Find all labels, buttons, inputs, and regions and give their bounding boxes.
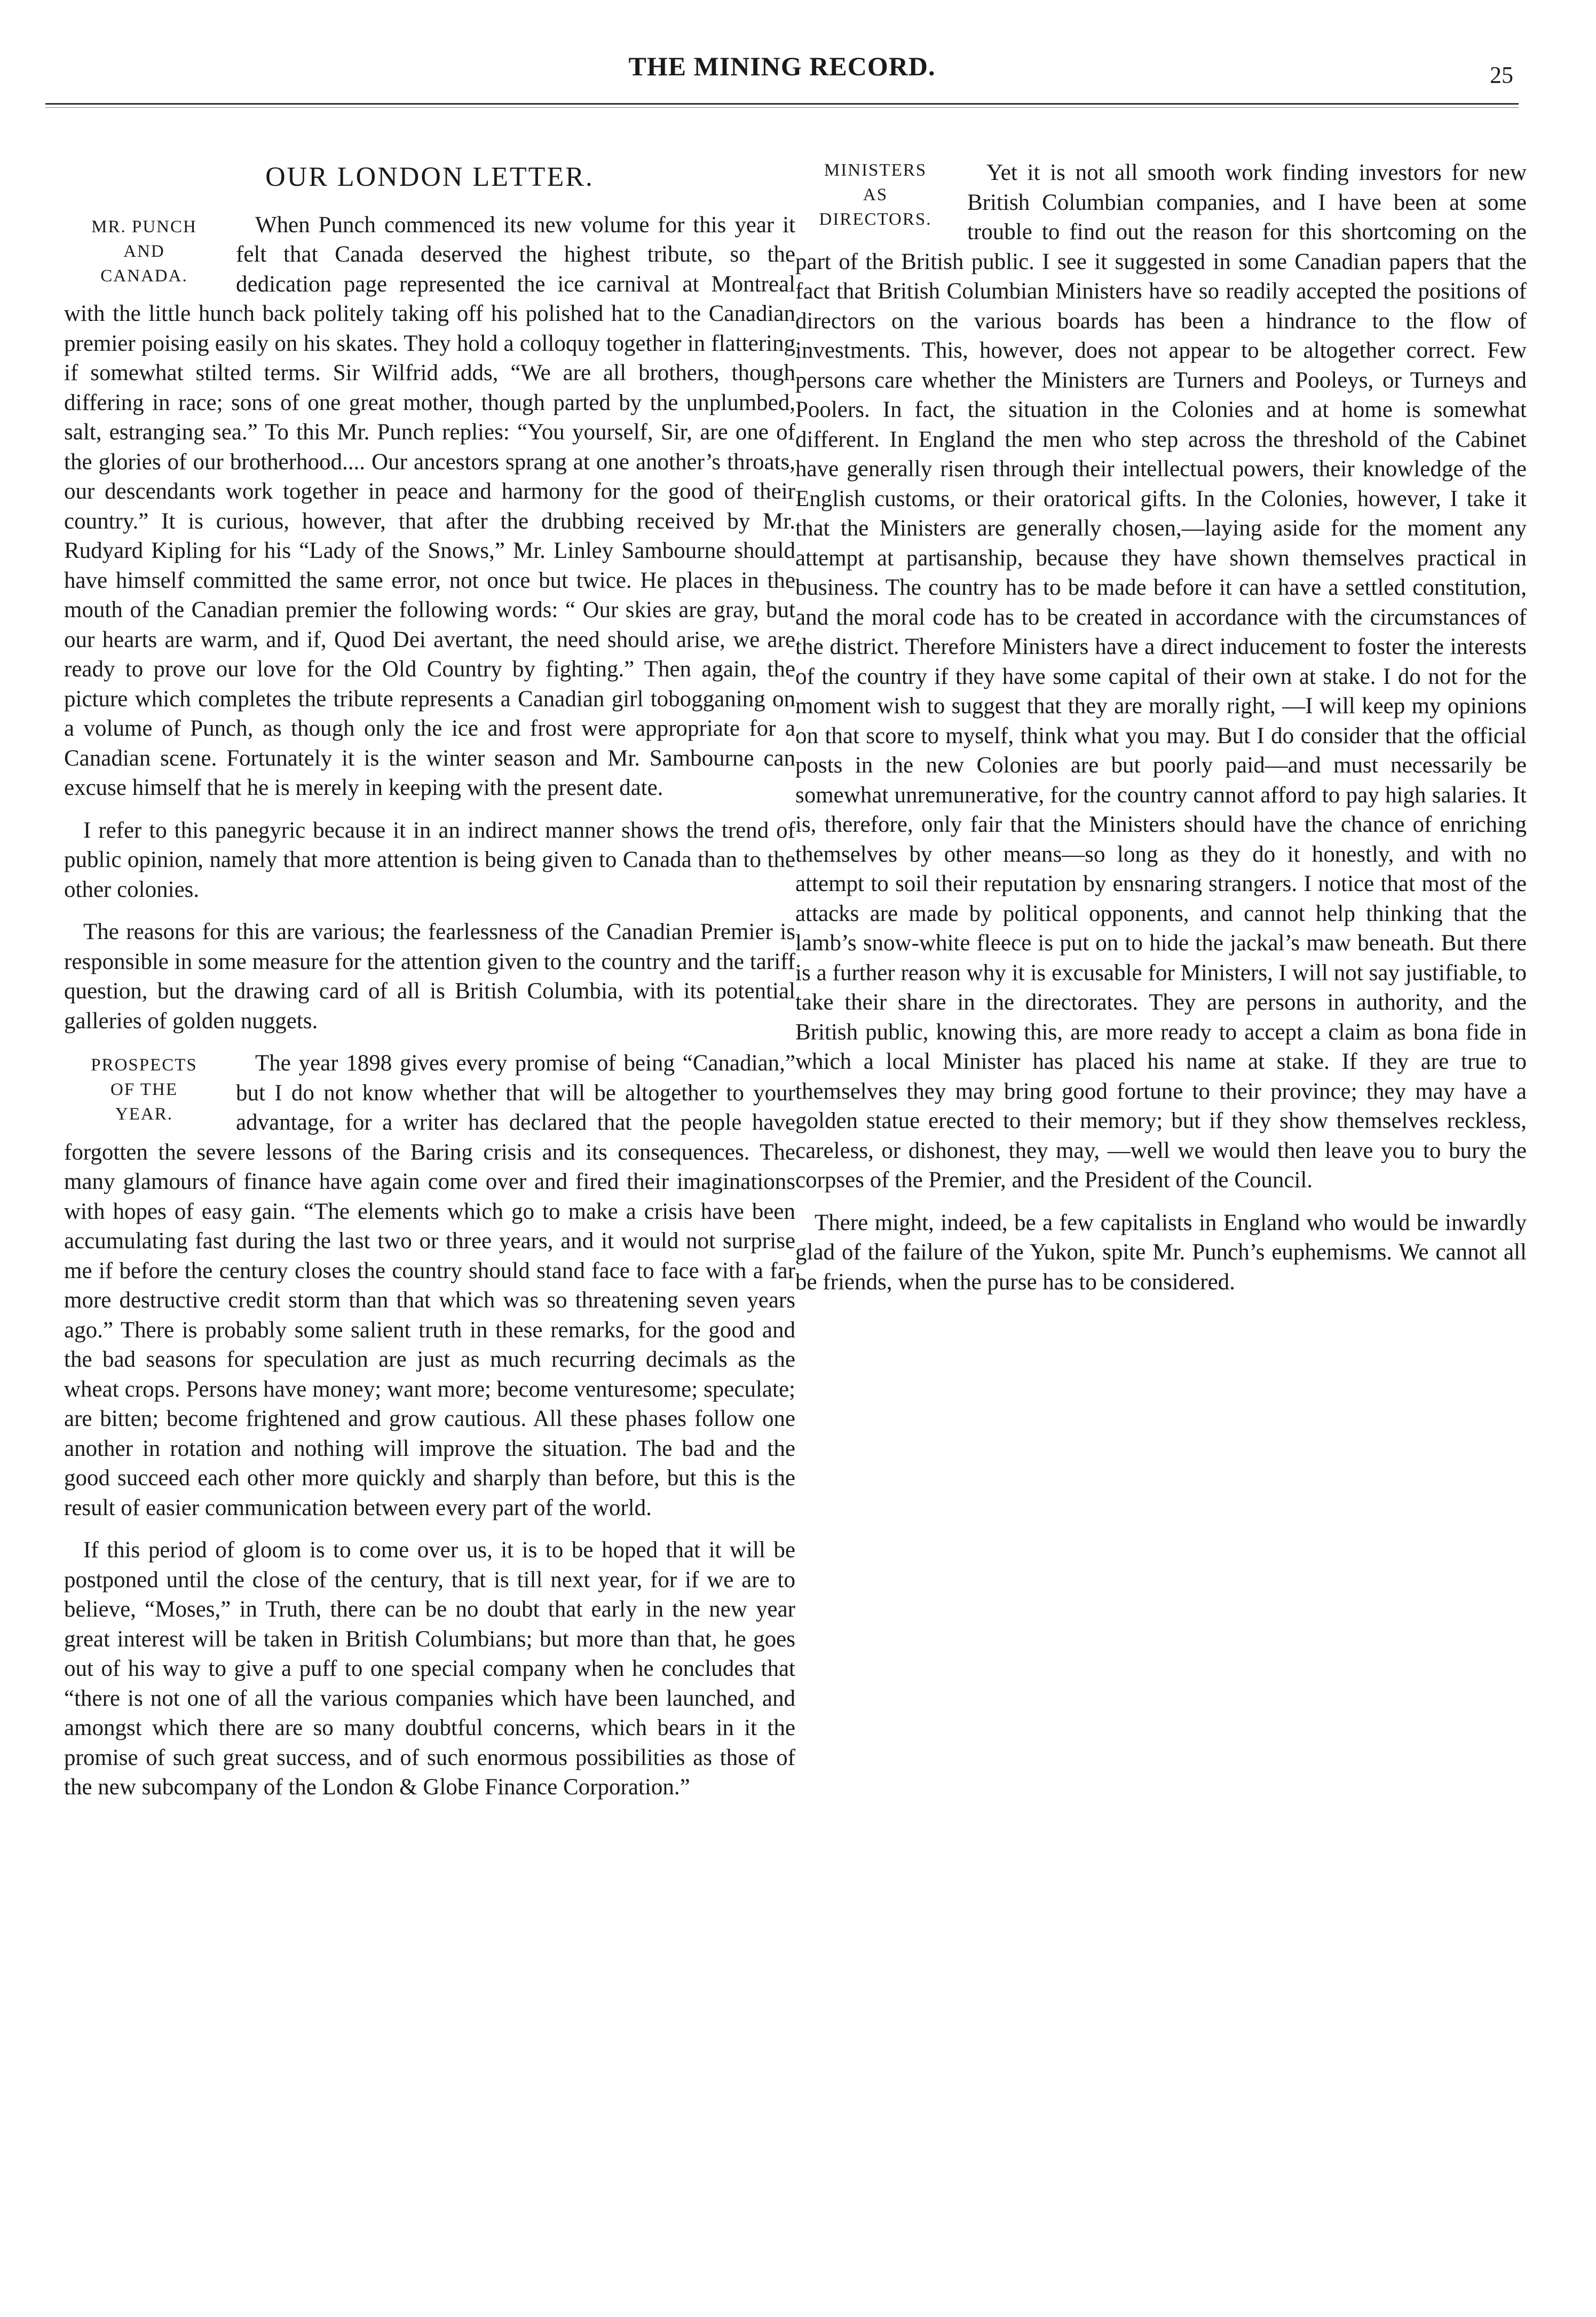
sidenote-line: CANADA. xyxy=(100,266,188,286)
paragraph-year-1898: The year 1898 gives every promise of being “Canadian,” but I do not know whether that will be altogether to your advantage, for a writer has declared that the people have forgotten the severe lessons of the Baring crisis and its consequences. The many glamours of finance have again come over and fired their imaginations with hopes of easy gain. “The elements which go to make a crisis have been accumulating fast during the last two or three years, and it would not surprise me if before the century closes the country should stand face to face with a far more destructive credit storm than that which was so threatening seven years ago.” There is probably some salient truth in these remarks, for the good and the bad seasons for speculation are just as much recurring decimals as the wheat crops. Persons have money; want more; become venturesome; speculate; are bitten; become frightened and grow cautious. All these phases follow one another in rotation and nothing will improve the situation. The bad and the good succeed each other more quickly and sharply than before, but this is the result of easier communication between every part of the world. xyxy=(64,1051,795,1520)
header-rule xyxy=(45,103,1519,105)
article-title: OUR LONDON LETTER. xyxy=(265,162,594,192)
sidenote-line: OF THE xyxy=(110,1080,178,1099)
sidenote-line: PROSPECTS xyxy=(91,1055,197,1075)
paragraph-ministers-directors: Yet it is not all smooth work finding investors for new British Columbian companies, and I have been at some trouble to find out the reason for this shortcoming on the part of the British public. I see it suggested in some Canadian papers that the fact that British Columbian Ministers have so readily accepted the positions of directors on the various boards has been a hindrance to the flow of investments. This, however, does not appear to be altogether correct. Few persons care whether the Ministers are Turners and Pooleys, or Turneys and Poolers. In fact, the situation in the Colonies and at home is somewhat different. In England the men who step across the threshold of the Cabinet have generally risen through their intellectual powers, their knowledge of the English customs, or their oratorical gifts. In the Colonies, however, I take it that the Ministers are generally chosen,—laying aside for the moment any attempt at partisanship, because they have shown themselves practical in business. The country has to be made before it can have a settled constitution, and the moral code has to be created in accordance with the circumstances of the district. Therefore Ministers have a direct inducement to foster the interests of the country if they have some capital of their own at stake. I do not for the moment wish to suggest that they are morally right, —I will keep my opinions on that score to myself, think what you may. But I do consider that the official posts in the new Colonies are but poorly paid—and must necessarily be somewhat unremunerative, for the country cannot afford to pay high salaries. It is, therefore, only fair that the Ministers should have the chance of enriching themselves by other means—so long as they do it honestly, and with no attempt to soil their reputation by ensnaring strangers. I notice that most of the attacks are made by political opponents, and cannot help thinking that the lamb’s snow-white fleece is put on to hide the jackal’s maw beneath. But there is a further reason why it is excusable for Ministers, I will not say justifiable, to take their share in the directorates. They are persons in authority, and the British public, knowing this, are more ready to accept a claim as bona fide in which a local Minister has placed his name at stake. If they are true to themselves they may bring good fortune to their province; they may have a golden statue erected to their memory; but if they show themselves reckless, careless, or dishonest, they may, —well we would then leave you to bury the corpses of the Premier, and the President of the Council. xyxy=(795,160,1527,1193)
running-head: THE MINING RECORD. xyxy=(628,51,936,81)
sidenote-line: YEAR. xyxy=(115,1105,173,1124)
right-column xyxy=(795,158,1527,2267)
sidenote-line: MR. PUNCH xyxy=(91,217,197,237)
sidenote-prospects-of-the-year xyxy=(64,1053,224,1126)
paragraph-capitalists: There might, indeed, be a few capitalists in England who would be inwardly glad of the failure of the Yukon, spite Mr. Punch’s euphemisms. We cannot all be friends, when the purse has to be considered. xyxy=(795,1210,1527,1295)
sidenote-ministers-as-directors xyxy=(795,158,955,232)
sidenote-line: AS xyxy=(863,185,888,204)
paragraph-panegyric: I refer to this panegyric because it in an indirect manner shows the trend of public opinion, namely that more attention is being given to Canada than to the other colonies. xyxy=(64,817,795,902)
page-header xyxy=(45,51,1519,109)
sidenote-line: DIRECTORS. xyxy=(819,210,932,229)
paragraph-period-of-gloom: If this period of gloom is to come over us, it is to be hoped that it will be postponed until the close of the century, that is till next year, for if we are to believe, “Moses,” in Truth, there can be no doubt that early in the new year great interest will be taken in British Columbians; but more than that, he goes out of his way to give a puff to one special company when he concludes that “there is not one of all the various companies which have been launched, and amongst which there are so many doubtful concerns, which bears in it the promise of such great success, and of such enormous possibilities as those of the new subcompany of the London & Globe Finance Corporation.” xyxy=(64,1538,795,1800)
sidenote-line: AND xyxy=(123,241,165,261)
sidenote-line: MINISTERS xyxy=(824,161,927,180)
header-rule-thin xyxy=(45,107,1519,108)
sidenote-mr-punch-and-canada xyxy=(64,215,224,288)
paragraph-reasons: The reasons for this are various; the fearlessness of the Canadian Premier is responsible in some measure for the attention given to the country and the tariff question, but the drawing card of all is British Columbia, with its potential galleries of golden nuggets. xyxy=(64,919,795,1034)
paragraph-punch-tribute: When Punch commenced its new volume for this year it felt that Canada deserved the highest tribute, so the dedication page represented the ice carnival at Montreal with the little hunch back politely taking off his polished hat to the Canadian premier poising easily on his skates. They hold a colloquy together in flattering if somewhat stilted terms. Sir Wilfrid adds, “We are all brothers, though differing in race; sons of one great mother, though parted by the unplumbed, salt, estranging sea.” To this Mr. Punch replies: “You yourself, Sir, are one of the glories of our brotherhood.... Our ancestors sprang at one another’s throats, our descendants work together in peace and harmony for the good of their country.” It is curious, however, that after the drubbing received by Mr. Rudyard Kipling for his “Lady of the Snows,” Mr. Linley Sambourne should have himself committed the same error, not once but twice. He places in the mouth of the Canadian premier the following words: “ Our skies are gray, but our hearts are warm, and if, Quod Dei avertant, the need should arise, we are ready to prove our love for the Old Country by fighting.” Then again, the picture which completes the tribute represents a Canadian girl tobogganing on a volume of Punch, as though only the ice and frost were appropriate for a Canadian scene. Fortunately it is the winter season and Mr. Sambourne can excuse himself that he is merely in keeping with the present date. xyxy=(64,212,795,800)
left-column xyxy=(64,160,795,2269)
page-number: 25 xyxy=(1490,62,1513,88)
